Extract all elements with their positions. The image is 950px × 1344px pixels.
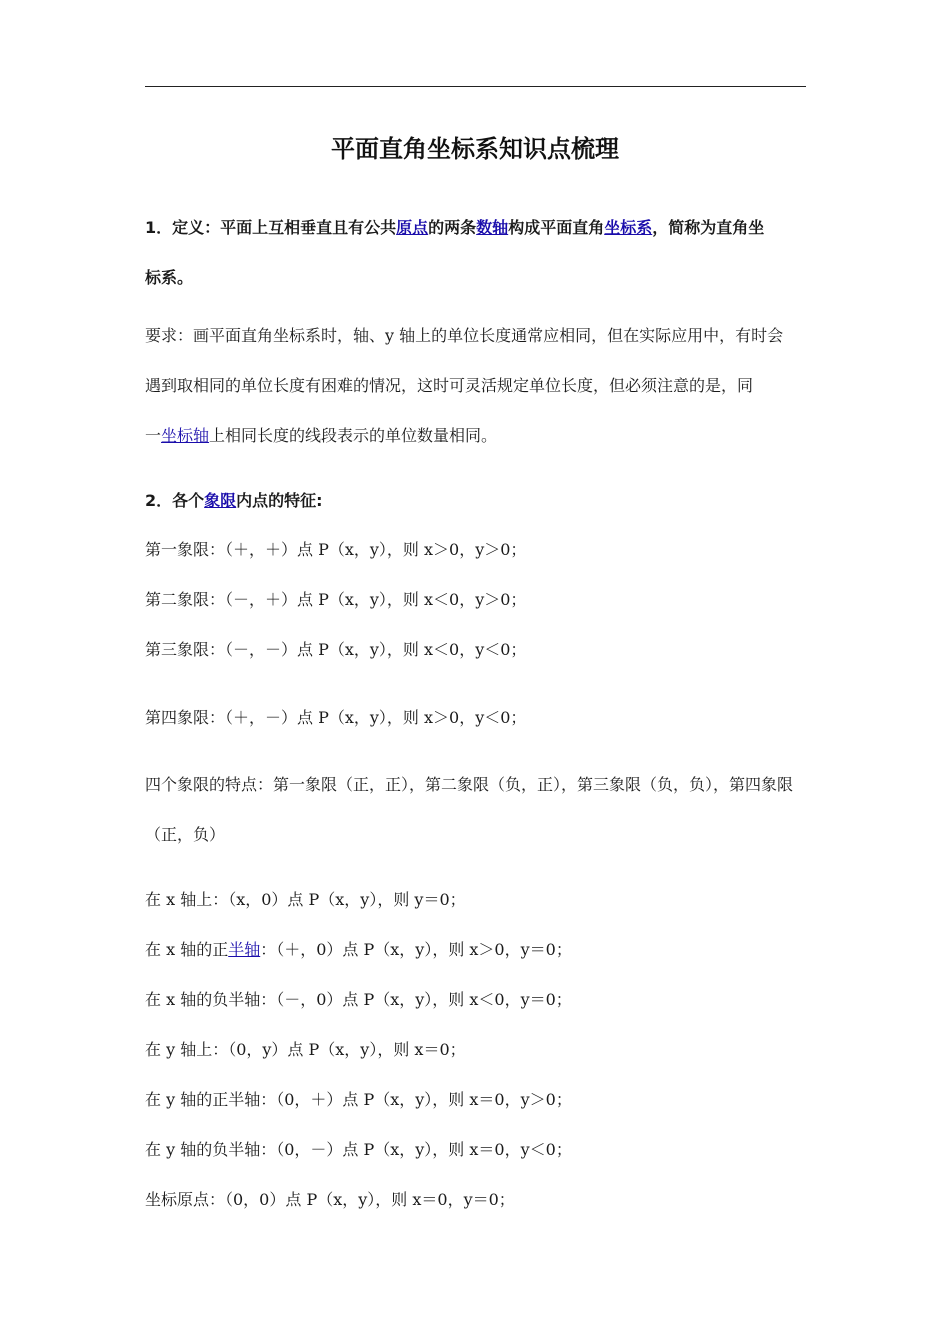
x-positive-half-axis-line [145, 938, 815, 962]
definition-text: 的两条 [428, 218, 477, 237]
definition-line-1 [145, 216, 815, 240]
definition-text: 构成平面直角 [508, 218, 605, 237]
x-axis-line: 在 x 轴上：（x，0）点 P（x，y），则 y＝0； [145, 890, 466, 909]
link-quadrant[interactable]: 象限 [204, 491, 237, 510]
quadrant-1-line: 第一象限：（＋，＋）点 P（x，y），则 x＞0，y＞0； [145, 540, 527, 559]
requirement-text: 上相同长度的线段表示的单位数量相同。 [209, 426, 498, 445]
quadrant-4-line: 第四象限：（＋，－）点 P（x，y），则 x＞0，y＜0； [145, 708, 527, 727]
y-negative-half-axis-line: 在 y 轴的负半轴：（0，－）点 P（x，y），则 x＝0，y＜0； [145, 1140, 572, 1159]
definition-line-2: 标系。 [145, 268, 194, 287]
requirement-line-3 [145, 424, 815, 448]
header-rule [145, 86, 806, 87]
requirement-line-1: 要求：画平面直角坐标系时，轴、y 轴上的单位长度通常应相同，但在实际应用中，有时会 [145, 326, 784, 345]
section-2-text: 内点的特征: [236, 491, 323, 510]
link-coordinate-system[interactable]: 坐标系 [604, 218, 653, 237]
quadrant-features-line-1: 四个象限的特点：第一象限（正，正），第二象限（负，正），第三象限（负，负），第四象限 [145, 775, 794, 794]
quadrant-2-line: 第二象限：（－，＋）点 P（x，y），则 x＜0，y＞0； [145, 590, 527, 609]
origin-line: 坐标原点：（0，0）点 P（x，y），则 x＝0，y＝0； [145, 1190, 515, 1209]
y-positive-half-axis-line: 在 y 轴的正半轴：（0，＋）点 P（x，y），则 x＝0，y＞0； [145, 1090, 572, 1109]
requirement-line-2: 遇到取相同的单位长度有困难的情况，这时可灵活规定单位长度，但必须注意的是，同 [145, 376, 754, 395]
x-negative-half-axis-line: 在 x 轴的负半轴：（－，0）点 P（x，y），则 x＜0，y＝0； [145, 990, 572, 1009]
quadrant-features-line-2: （正，负） [145, 825, 226, 844]
definition-text: ，简称为直角坐 [652, 218, 765, 237]
section-2-heading [145, 489, 815, 513]
definition-text: 1．定义：平面上互相垂直且有公共 [145, 218, 397, 237]
section-2-text: 2．各个 [145, 491, 205, 510]
link-origin[interactable]: 原点 [396, 218, 429, 237]
page-title: 平面直角坐标系知识点梳理 [331, 135, 619, 163]
requirement-text: 一 [145, 426, 162, 445]
link-number-axis[interactable]: 数轴 [476, 218, 509, 237]
x-positive-text: ：（＋，0）点 P（x，y），则 x＞0，y＝0； [260, 940, 572, 959]
quadrant-3-line: 第三象限：（－，－）点 P（x，y），则 x＜0，y＜0； [145, 640, 527, 659]
x-positive-text: 在 x 轴的正 [145, 940, 229, 959]
link-coordinate-axis[interactable]: 坐标轴 [161, 426, 210, 445]
y-axis-line: 在 y 轴上：（0，y）点 P（x，y），则 x＝0； [145, 1040, 466, 1059]
link-half-axis[interactable]: 半轴 [228, 940, 261, 959]
